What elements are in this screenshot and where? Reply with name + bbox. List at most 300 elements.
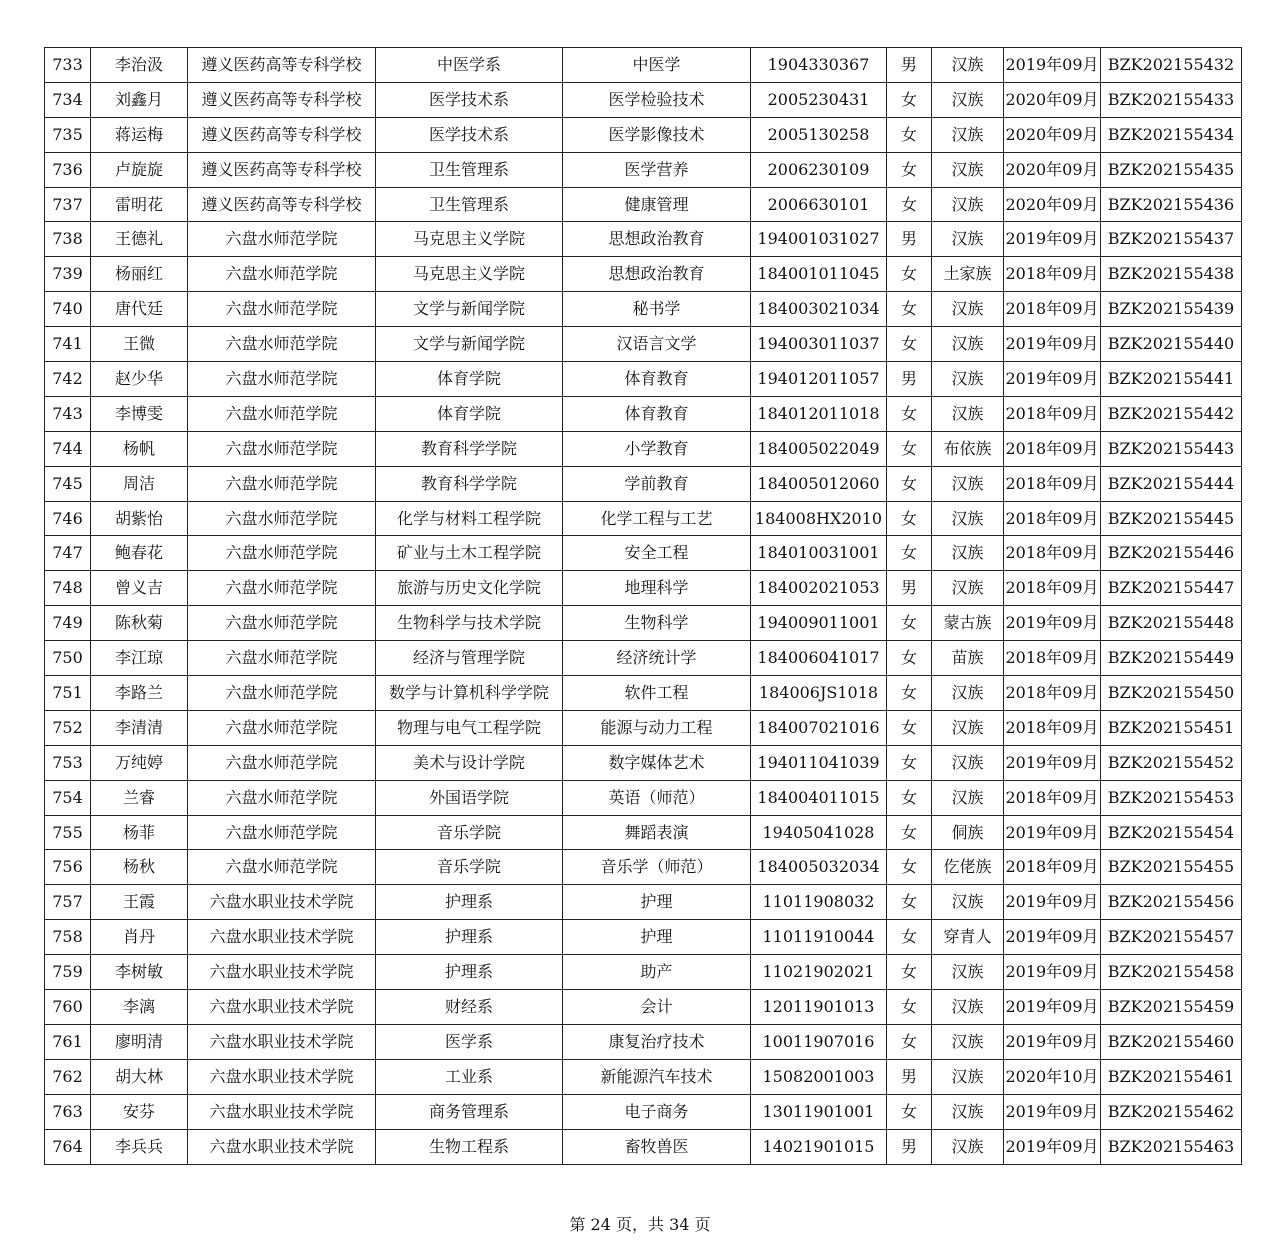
name-cell: 李树敏 <box>91 955 188 990</box>
gender-cell: 男 <box>887 362 932 397</box>
name-cell: 胡大林 <box>91 1059 188 1094</box>
gender-cell: 女 <box>887 327 932 362</box>
gender-cell: 男 <box>887 1129 932 1164</box>
table-row <box>45 815 1242 850</box>
index-cell: 745 <box>45 466 91 501</box>
major-cell: 康复治疗技术 <box>563 1024 751 1059</box>
school-cell: 遵义医药高等专科学校 <box>188 152 376 187</box>
name-cell: 廖明清 <box>91 1024 188 1059</box>
name-cell: 陈秋菊 <box>91 606 188 641</box>
gender-cell: 男 <box>887 571 932 606</box>
ethnicity-cell: 穿青人 <box>932 920 1004 955</box>
department-cell: 马克思主义学院 <box>376 222 563 257</box>
department-cell: 美术与设计学院 <box>376 745 563 780</box>
name-cell: 杨丽红 <box>91 257 188 292</box>
enrollment-date-cell: 2018年09月 <box>1004 641 1101 676</box>
ethnicity-cell: 汉族 <box>932 152 1004 187</box>
school-cell: 六盘水职业技术学院 <box>188 1094 376 1129</box>
ethnicity-cell: 仡佬族 <box>932 850 1004 885</box>
major-cell: 学前教育 <box>563 466 751 501</box>
school-cell: 六盘水师范学院 <box>188 571 376 606</box>
name-cell: 唐代廷 <box>91 292 188 327</box>
index-cell: 740 <box>45 292 91 327</box>
major-cell: 化学工程与工艺 <box>563 501 751 536</box>
index-cell: 756 <box>45 850 91 885</box>
enrollment-date-cell: 2018年09月 <box>1004 780 1101 815</box>
enrollment-date-cell: 2019年09月 <box>1004 1024 1101 1059</box>
department-cell: 化学与材料工程学院 <box>376 501 563 536</box>
name-cell: 王德礼 <box>91 222 188 257</box>
student-id-cell: 11021902021 <box>751 955 887 990</box>
index-cell: 744 <box>45 431 91 466</box>
index-cell: 759 <box>45 955 91 990</box>
name-cell: 杨菲 <box>91 815 188 850</box>
enrollment-date-cell: 2018年09月 <box>1004 850 1101 885</box>
major-cell: 音乐学（师范） <box>563 850 751 885</box>
major-cell: 小学教育 <box>563 431 751 466</box>
enrollment-date-cell: 2018年09月 <box>1004 431 1101 466</box>
gender-cell: 女 <box>887 1094 932 1129</box>
index-cell: 736 <box>45 152 91 187</box>
table-row <box>45 466 1242 501</box>
enrollment-date-cell: 2019年09月 <box>1004 1129 1101 1164</box>
enrollment-date-cell: 2019年09月 <box>1004 1094 1101 1129</box>
table-row <box>45 82 1242 117</box>
table-row <box>45 571 1242 606</box>
index-cell: 734 <box>45 82 91 117</box>
gender-cell: 女 <box>887 815 932 850</box>
ethnicity-cell: 汉族 <box>932 571 1004 606</box>
department-cell: 音乐学院 <box>376 850 563 885</box>
gender-cell: 女 <box>887 536 932 571</box>
table-row <box>45 48 1242 83</box>
department-cell: 商务管理系 <box>376 1094 563 1129</box>
department-cell: 财经系 <box>376 990 563 1025</box>
ethnicity-cell: 汉族 <box>932 990 1004 1025</box>
table-row <box>45 257 1242 292</box>
enrollment-date-cell: 2019年09月 <box>1004 815 1101 850</box>
gender-cell: 女 <box>887 187 932 222</box>
certificate-no-cell: BZK202155457 <box>1101 920 1242 955</box>
certificate-no-cell: BZK202155462 <box>1101 1094 1242 1129</box>
ethnicity-cell: 汉族 <box>932 1024 1004 1059</box>
department-cell: 工业系 <box>376 1059 563 1094</box>
index-cell: 764 <box>45 1129 91 1164</box>
index-cell: 742 <box>45 362 91 397</box>
school-cell: 六盘水师范学院 <box>188 850 376 885</box>
certificate-no-cell: BZK202155439 <box>1101 292 1242 327</box>
certificate-no-cell: BZK202155436 <box>1101 187 1242 222</box>
index-cell: 735 <box>45 117 91 152</box>
index-cell: 751 <box>45 676 91 711</box>
table-row <box>45 292 1242 327</box>
school-cell: 六盘水师范学院 <box>188 641 376 676</box>
school-cell: 六盘水职业技术学院 <box>188 955 376 990</box>
department-cell: 音乐学院 <box>376 815 563 850</box>
department-cell: 马克思主义学院 <box>376 257 563 292</box>
ethnicity-cell: 汉族 <box>932 676 1004 711</box>
ethnicity-cell: 侗族 <box>932 815 1004 850</box>
student-id-cell: 2005230431 <box>751 82 887 117</box>
index-cell: 741 <box>45 327 91 362</box>
enrollment-date-cell: 2018年09月 <box>1004 501 1101 536</box>
certificate-no-cell: BZK202155454 <box>1101 815 1242 850</box>
student-id-cell: 194012011057 <box>751 362 887 397</box>
enrollment-date-cell: 2018年09月 <box>1004 396 1101 431</box>
school-cell: 遵义医药高等专科学校 <box>188 187 376 222</box>
department-cell: 文学与新闻学院 <box>376 327 563 362</box>
certificate-no-cell: BZK202155452 <box>1101 745 1242 780</box>
index-cell: 748 <box>45 571 91 606</box>
department-cell: 教育科学学院 <box>376 466 563 501</box>
certificate-no-cell: BZK202155456 <box>1101 885 1242 920</box>
gender-cell: 女 <box>887 257 932 292</box>
school-cell: 六盘水师范学院 <box>188 431 376 466</box>
index-cell: 746 <box>45 501 91 536</box>
gender-cell: 男 <box>887 48 932 83</box>
table-row <box>45 501 1242 536</box>
department-cell: 护理系 <box>376 920 563 955</box>
table-row <box>45 920 1242 955</box>
table-row <box>45 187 1242 222</box>
ethnicity-cell: 汉族 <box>932 501 1004 536</box>
table-row <box>45 710 1242 745</box>
enrollment-date-cell: 2019年09月 <box>1004 885 1101 920</box>
ethnicity-cell: 土家族 <box>932 257 1004 292</box>
ethnicity-cell: 汉族 <box>932 955 1004 990</box>
name-cell: 兰睿 <box>91 780 188 815</box>
enrollment-date-cell: 2019年09月 <box>1004 48 1101 83</box>
ethnicity-cell: 汉族 <box>932 1129 1004 1164</box>
student-id-cell: 15082001003 <box>751 1059 887 1094</box>
school-cell: 六盘水师范学院 <box>188 292 376 327</box>
name-cell: 刘鑫月 <box>91 82 188 117</box>
table-row <box>45 1024 1242 1059</box>
gender-cell: 女 <box>887 292 932 327</box>
school-cell: 六盘水师范学院 <box>188 815 376 850</box>
name-cell: 曾义吉 <box>91 571 188 606</box>
certificate-no-cell: BZK202155441 <box>1101 362 1242 397</box>
name-cell: 鲍春花 <box>91 536 188 571</box>
gender-cell: 女 <box>887 396 932 431</box>
enrollment-date-cell: 2018年09月 <box>1004 571 1101 606</box>
student-id-cell: 1904330367 <box>751 48 887 83</box>
student-id-cell: 19405041028 <box>751 815 887 850</box>
gender-cell: 女 <box>887 82 932 117</box>
student-id-cell: 184006JS1018 <box>751 676 887 711</box>
name-cell: 王微 <box>91 327 188 362</box>
school-cell: 遵义医药高等专科学校 <box>188 48 376 83</box>
gender-cell: 女 <box>887 676 932 711</box>
major-cell: 软件工程 <box>563 676 751 711</box>
gender-cell: 女 <box>887 431 932 466</box>
gender-cell: 女 <box>887 152 932 187</box>
enrollment-date-cell: 2019年09月 <box>1004 327 1101 362</box>
table-row <box>45 1059 1242 1094</box>
student-id-cell: 184005022049 <box>751 431 887 466</box>
gender-cell: 女 <box>887 641 932 676</box>
enrollment-date-cell: 2018年09月 <box>1004 292 1101 327</box>
student-id-cell: 12011901013 <box>751 990 887 1025</box>
department-cell: 数学与计算机科学学院 <box>376 676 563 711</box>
school-cell: 六盘水师范学院 <box>188 710 376 745</box>
ethnicity-cell: 汉族 <box>932 48 1004 83</box>
student-id-cell: 194011041039 <box>751 745 887 780</box>
certificate-no-cell: BZK202155451 <box>1101 710 1242 745</box>
school-cell: 六盘水职业技术学院 <box>188 885 376 920</box>
gender-cell: 女 <box>887 745 932 780</box>
department-cell: 物理与电气工程学院 <box>376 710 563 745</box>
department-cell: 医学技术系 <box>376 117 563 152</box>
department-cell: 医学系 <box>376 1024 563 1059</box>
table-row <box>45 850 1242 885</box>
student-roster-table <box>44 47 1242 1165</box>
index-cell: 743 <box>45 396 91 431</box>
table-row <box>45 606 1242 641</box>
page-footer: 第 24 页，共 34 页 <box>569 1215 711 1234</box>
major-cell: 思想政治教育 <box>563 257 751 292</box>
certificate-no-cell: BZK202155448 <box>1101 606 1242 641</box>
certificate-no-cell: BZK202155458 <box>1101 955 1242 990</box>
index-cell: 733 <box>45 48 91 83</box>
major-cell: 助产 <box>563 955 751 990</box>
table-row <box>45 1094 1242 1129</box>
table-row <box>45 990 1242 1025</box>
school-cell: 六盘水师范学院 <box>188 676 376 711</box>
ethnicity-cell: 汉族 <box>932 117 1004 152</box>
enrollment-date-cell: 2018年09月 <box>1004 257 1101 292</box>
name-cell: 蒋运梅 <box>91 117 188 152</box>
ethnicity-cell: 汉族 <box>932 187 1004 222</box>
department-cell: 体育学院 <box>376 362 563 397</box>
table-row <box>45 536 1242 571</box>
index-cell: 763 <box>45 1094 91 1129</box>
student-id-cell: 184012011018 <box>751 396 887 431</box>
department-cell: 卫生管理系 <box>376 152 563 187</box>
certificate-no-cell: BZK202155460 <box>1101 1024 1242 1059</box>
department-cell: 中医学系 <box>376 48 563 83</box>
major-cell: 安全工程 <box>563 536 751 571</box>
enrollment-date-cell: 2020年09月 <box>1004 187 1101 222</box>
ethnicity-cell: 汉族 <box>932 1094 1004 1129</box>
school-cell: 六盘水师范学院 <box>188 327 376 362</box>
major-cell: 地理科学 <box>563 571 751 606</box>
name-cell: 李兵兵 <box>91 1129 188 1164</box>
major-cell: 思想政治教育 <box>563 222 751 257</box>
table-row <box>45 396 1242 431</box>
name-cell: 安芬 <box>91 1094 188 1129</box>
major-cell: 健康管理 <box>563 187 751 222</box>
major-cell: 中医学 <box>563 48 751 83</box>
name-cell: 李江琼 <box>91 641 188 676</box>
school-cell: 六盘水师范学院 <box>188 222 376 257</box>
major-cell: 护理 <box>563 920 751 955</box>
certificate-no-cell: BZK202155463 <box>1101 1129 1242 1164</box>
gender-cell: 女 <box>887 466 932 501</box>
ethnicity-cell: 汉族 <box>932 327 1004 362</box>
student-id-cell: 14021901015 <box>751 1129 887 1164</box>
student-id-cell: 194003011037 <box>751 327 887 362</box>
major-cell: 数字媒体艺术 <box>563 745 751 780</box>
gender-cell: 女 <box>887 920 932 955</box>
enrollment-date-cell: 2020年09月 <box>1004 82 1101 117</box>
table-row <box>45 431 1242 466</box>
certificate-no-cell: BZK202155447 <box>1101 571 1242 606</box>
student-id-cell: 184008HX2010 <box>751 501 887 536</box>
major-cell: 医学影像技术 <box>563 117 751 152</box>
gender-cell: 女 <box>887 606 932 641</box>
student-id-cell: 184006041017 <box>751 641 887 676</box>
name-cell: 胡紫怡 <box>91 501 188 536</box>
student-id-cell: 194001031027 <box>751 222 887 257</box>
major-cell: 会计 <box>563 990 751 1025</box>
gender-cell: 男 <box>887 1059 932 1094</box>
ethnicity-cell: 汉族 <box>932 292 1004 327</box>
ethnicity-cell: 苗族 <box>932 641 1004 676</box>
enrollment-date-cell: 2018年09月 <box>1004 536 1101 571</box>
ethnicity-cell: 汉族 <box>932 745 1004 780</box>
department-cell: 生物科学与技术学院 <box>376 606 563 641</box>
department-cell: 外国语学院 <box>376 780 563 815</box>
major-cell: 能源与动力工程 <box>563 710 751 745</box>
certificate-no-cell: BZK202155432 <box>1101 48 1242 83</box>
index-cell: 749 <box>45 606 91 641</box>
school-cell: 六盘水职业技术学院 <box>188 920 376 955</box>
certificate-no-cell: BZK202155444 <box>1101 466 1242 501</box>
index-cell: 747 <box>45 536 91 571</box>
certificate-no-cell: BZK202155446 <box>1101 536 1242 571</box>
table-row <box>45 745 1242 780</box>
certificate-no-cell: BZK202155455 <box>1101 850 1242 885</box>
school-cell: 六盘水师范学院 <box>188 396 376 431</box>
student-id-cell: 10011907016 <box>751 1024 887 1059</box>
certificate-no-cell: BZK202155437 <box>1101 222 1242 257</box>
index-cell: 760 <box>45 990 91 1025</box>
name-cell: 雷明花 <box>91 187 188 222</box>
name-cell: 万纯婷 <box>91 745 188 780</box>
gender-cell: 女 <box>887 990 932 1025</box>
student-id-cell: 11011908032 <box>751 885 887 920</box>
table-row <box>45 117 1242 152</box>
major-cell: 舞蹈表演 <box>563 815 751 850</box>
index-cell: 738 <box>45 222 91 257</box>
table-row <box>45 327 1242 362</box>
table-row <box>45 955 1242 990</box>
department-cell: 生物工程系 <box>376 1129 563 1164</box>
enrollment-date-cell: 2019年09月 <box>1004 955 1101 990</box>
department-cell: 经济与管理学院 <box>376 641 563 676</box>
department-cell: 体育学院 <box>376 396 563 431</box>
certificate-no-cell: BZK202155442 <box>1101 396 1242 431</box>
major-cell: 秘书学 <box>563 292 751 327</box>
school-cell: 六盘水师范学院 <box>188 501 376 536</box>
table-row <box>45 362 1242 397</box>
gender-cell: 女 <box>887 1024 932 1059</box>
ethnicity-cell: 汉族 <box>932 362 1004 397</box>
index-cell: 755 <box>45 815 91 850</box>
department-cell: 文学与新闻学院 <box>376 292 563 327</box>
gender-cell: 女 <box>887 885 932 920</box>
ethnicity-cell: 汉族 <box>932 222 1004 257</box>
student-id-cell: 13011901001 <box>751 1094 887 1129</box>
enrollment-date-cell: 2019年09月 <box>1004 222 1101 257</box>
enrollment-date-cell: 2018年09月 <box>1004 676 1101 711</box>
index-cell: 762 <box>45 1059 91 1094</box>
certificate-no-cell: BZK202155453 <box>1101 780 1242 815</box>
department-cell: 矿业与土木工程学院 <box>376 536 563 571</box>
department-cell: 护理系 <box>376 955 563 990</box>
name-cell: 李治汲 <box>91 48 188 83</box>
index-cell: 750 <box>45 641 91 676</box>
department-cell: 教育科学学院 <box>376 431 563 466</box>
enrollment-date-cell: 2020年10月 <box>1004 1059 1101 1094</box>
name-cell: 卢旋旋 <box>91 152 188 187</box>
certificate-no-cell: BZK202155445 <box>1101 501 1242 536</box>
name-cell: 李清清 <box>91 710 188 745</box>
student-id-cell: 184002021053 <box>751 571 887 606</box>
gender-cell: 女 <box>887 710 932 745</box>
table-row <box>45 885 1242 920</box>
school-cell: 六盘水师范学院 <box>188 362 376 397</box>
gender-cell: 男 <box>887 222 932 257</box>
student-id-cell: 2006630101 <box>751 187 887 222</box>
certificate-no-cell: BZK202155440 <box>1101 327 1242 362</box>
student-id-cell: 184005012060 <box>751 466 887 501</box>
gender-cell: 女 <box>887 117 932 152</box>
school-cell: 六盘水师范学院 <box>188 745 376 780</box>
school-cell: 六盘水师范学院 <box>188 780 376 815</box>
department-cell: 卫生管理系 <box>376 187 563 222</box>
ethnicity-cell: 汉族 <box>932 780 1004 815</box>
index-cell: 739 <box>45 257 91 292</box>
student-id-cell: 184003021034 <box>751 292 887 327</box>
ethnicity-cell: 汉族 <box>932 466 1004 501</box>
ethnicity-cell: 汉族 <box>932 536 1004 571</box>
name-cell: 肖丹 <box>91 920 188 955</box>
table-row <box>45 676 1242 711</box>
enrollment-date-cell: 2019年09月 <box>1004 606 1101 641</box>
gender-cell: 女 <box>887 955 932 990</box>
index-cell: 761 <box>45 1024 91 1059</box>
index-cell: 737 <box>45 187 91 222</box>
name-cell: 杨帆 <box>91 431 188 466</box>
student-id-cell: 184007021016 <box>751 710 887 745</box>
table-row <box>45 222 1242 257</box>
certificate-no-cell: BZK202155461 <box>1101 1059 1242 1094</box>
enrollment-date-cell: 2019年09月 <box>1004 920 1101 955</box>
name-cell: 周洁 <box>91 466 188 501</box>
major-cell: 体育教育 <box>563 362 751 397</box>
index-cell: 754 <box>45 780 91 815</box>
major-cell: 护理 <box>563 885 751 920</box>
name-cell: 李博雯 <box>91 396 188 431</box>
enrollment-date-cell: 2020年09月 <box>1004 152 1101 187</box>
name-cell: 王霞 <box>91 885 188 920</box>
ethnicity-cell: 蒙古族 <box>932 606 1004 641</box>
enrollment-date-cell: 2019年09月 <box>1004 990 1101 1025</box>
index-cell: 753 <box>45 745 91 780</box>
student-id-cell: 2006230109 <box>751 152 887 187</box>
index-cell: 758 <box>45 920 91 955</box>
school-cell: 六盘水师范学院 <box>188 536 376 571</box>
certificate-no-cell: BZK202155435 <box>1101 152 1242 187</box>
enrollment-date-cell: 2018年09月 <box>1004 466 1101 501</box>
student-id-cell: 11011910044 <box>751 920 887 955</box>
student-id-cell: 194009011001 <box>751 606 887 641</box>
enrollment-date-cell: 2019年09月 <box>1004 745 1101 780</box>
student-id-cell: 184005032034 <box>751 850 887 885</box>
major-cell: 经济统计学 <box>563 641 751 676</box>
